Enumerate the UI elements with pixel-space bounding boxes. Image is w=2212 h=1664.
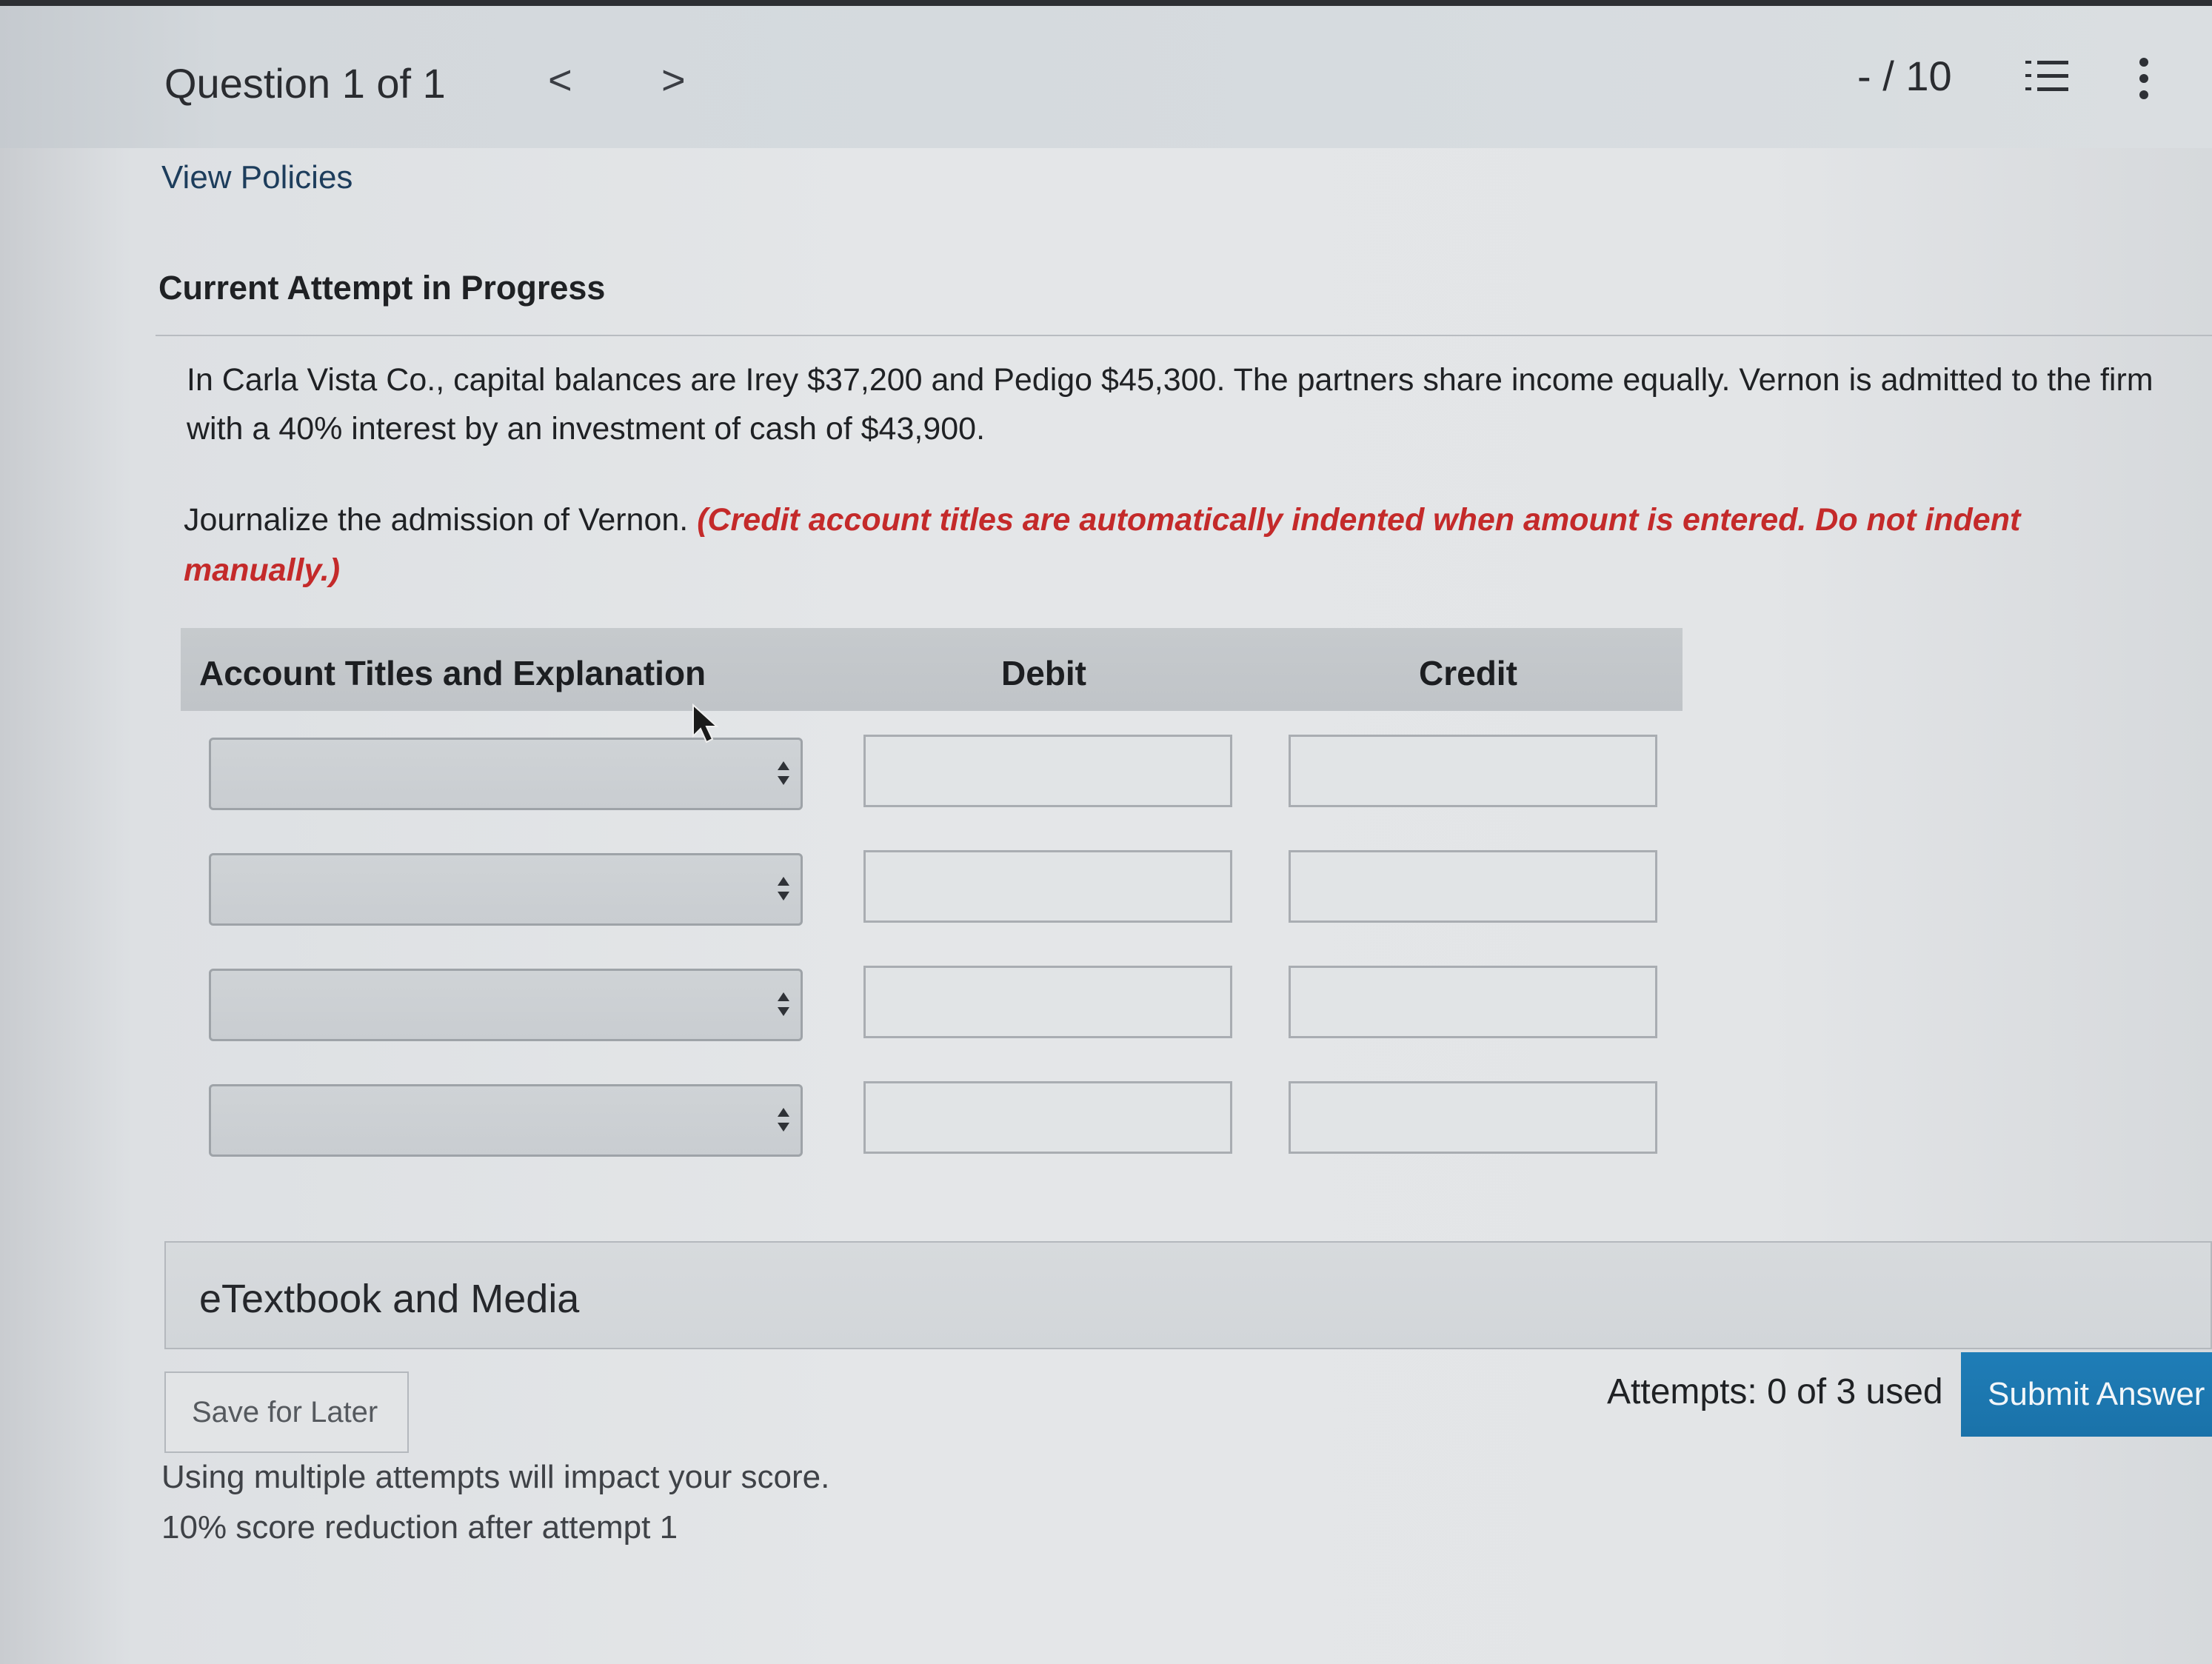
account-select[interactable] xyxy=(209,738,803,810)
account-select[interactable] xyxy=(209,853,803,926)
instruction-plain: Journalize the admission of Vernon. xyxy=(184,502,698,538)
submit-answer-button[interactable]: Submit Answer xyxy=(1961,1352,2212,1437)
debit-input[interactable] xyxy=(863,735,1232,807)
instruction-warning: (Credit account titles are automatically indented when amount is entered. Do not indent manually.) xyxy=(184,502,2021,588)
account-select[interactable] xyxy=(209,969,803,1041)
section-divider xyxy=(156,335,2212,336)
debit-input[interactable] xyxy=(863,1081,1232,1154)
select-arrows-icon xyxy=(776,989,791,1019)
numbered-list-icon[interactable] xyxy=(2024,58,2070,96)
mouse-cursor-icon xyxy=(690,704,720,745)
credit-input[interactable] xyxy=(1289,966,1657,1038)
attempts-counter: Attempts: 0 of 3 used xyxy=(1607,1372,1943,1411)
column-header-account: Account Titles and Explanation xyxy=(199,654,706,692)
question-header xyxy=(0,0,2212,148)
more-options-icon[interactable] xyxy=(2133,56,2155,101)
account-select[interactable] xyxy=(209,1084,803,1157)
attempt-heading: Current Attempt in Progress xyxy=(158,269,606,307)
view-policies-link[interactable]: View Policies xyxy=(161,159,353,196)
score-display: - / 10 xyxy=(1857,53,1952,99)
attempts-note: Using multiple attempts will impact your score. xyxy=(161,1459,830,1495)
instruction-text xyxy=(184,495,2146,595)
credit-input[interactable] xyxy=(1289,1081,1657,1154)
credit-input[interactable] xyxy=(1289,735,1657,807)
question-counter: Question 1 of 1 xyxy=(164,60,446,107)
previous-question-button[interactable]: < xyxy=(548,56,572,103)
select-arrows-icon xyxy=(776,1105,791,1135)
debit-input[interactable] xyxy=(863,850,1232,923)
select-arrows-icon xyxy=(776,874,791,903)
journal-row xyxy=(0,735,2212,816)
debit-input[interactable] xyxy=(863,966,1232,1038)
journal-row xyxy=(0,1081,2212,1163)
column-header-credit: Credit xyxy=(1419,654,1517,692)
select-arrows-icon xyxy=(776,758,791,788)
journal-table-header xyxy=(181,628,1683,711)
save-for-later-button[interactable]: Save for Later xyxy=(164,1371,409,1453)
question-text: In Carla Vista Co., capital balances are Irey $37,200 and Pedigo $45,300. The partners share income equally. Vernon is admitted to the firm with a 40% interest by an investment of cash of $43,900. xyxy=(187,362,2153,447)
etextbook-media-panel[interactable] xyxy=(164,1241,2212,1349)
etextbook-label: eTextbook and Media xyxy=(199,1277,580,1321)
journal-row xyxy=(0,966,2212,1047)
next-question-button[interactable]: > xyxy=(661,56,686,103)
journal-row xyxy=(0,850,2212,932)
score-reduction-note: 10% score reduction after attempt 1 xyxy=(161,1509,678,1546)
credit-input[interactable] xyxy=(1289,850,1657,923)
column-header-debit: Debit xyxy=(1001,654,1086,692)
